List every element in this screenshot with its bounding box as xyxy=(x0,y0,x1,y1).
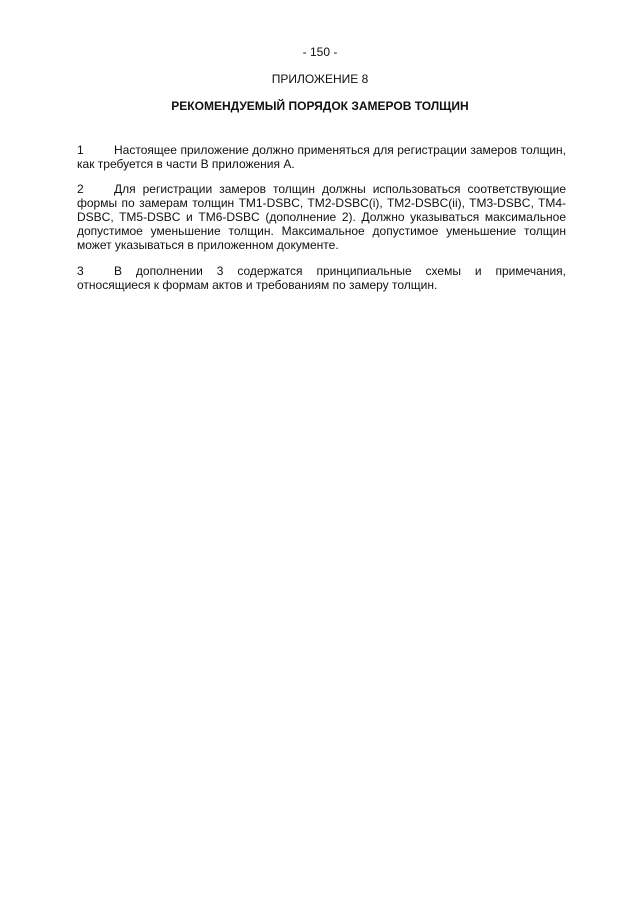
paragraph-text: Для регистрации замеров толщин должны использоваться соответствующие формы по замерам толщин TM1-DSBC, TM2-DSBC(i), TM2-DSBC(ii), TM3-DSBC, TM4-DSBC, TM5-DSBC и TM6-DSBC (дополнение 2). Должно указываться максимальное допустимое уменьшение толщин. Максимальное допустимое уменьшение толщин может указываться в приложенном документе. xyxy=(77,182,566,252)
paragraph-text: Настоящее приложение должно применяться для регистрации замеров толщин, как требуется в части В приложения А. xyxy=(77,143,566,171)
paragraph-3 xyxy=(77,264,566,292)
paragraph-number: 3 xyxy=(77,264,84,278)
page-number: - 150 - xyxy=(302,45,338,59)
appendix-title: ПРИЛОЖЕНИЕ 8 xyxy=(271,72,369,86)
section-heading: РЕКОМЕНДУЕМЫЙ ПОРЯДОК ЗАМЕРОВ ТОЛЩИН xyxy=(171,99,469,113)
paragraph-number: 2 xyxy=(77,182,84,196)
paragraph-2 xyxy=(77,182,566,252)
paragraph-text: В дополнении 3 содержатся принципиальные схемы и примечания, относящиеся к формам актов и требованиям по замеру толщин. xyxy=(77,264,566,292)
paragraph-number: 1 xyxy=(77,143,84,157)
paragraph-1 xyxy=(77,143,566,171)
